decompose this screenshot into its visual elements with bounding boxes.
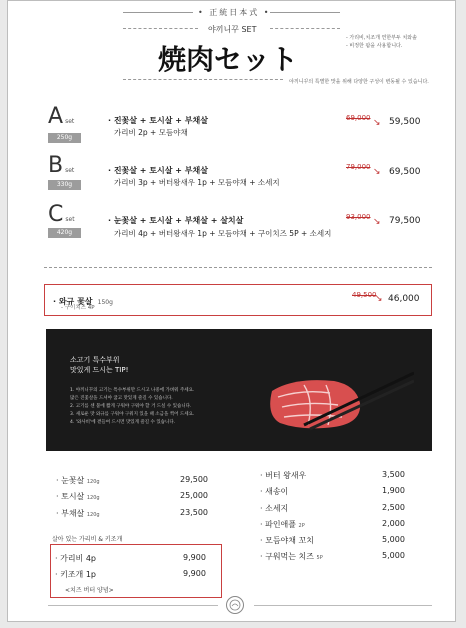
title-rule — [123, 79, 283, 80]
set-b-line2: 가리비 3p + 버터왕새우 1p + 모듬야채 + 소세지 — [114, 178, 280, 187]
page-title: 焼肉セット — [158, 43, 299, 76]
set-c-line2: 가리비 4p + 버터왕새우 1p + 모듬야채 + 구이치즈 5P + 소세지 — [114, 229, 332, 238]
wagyu-sub: - 구이치즈 4P — [61, 305, 95, 311]
menu-item-weight: 120g — [86, 479, 100, 485]
shellfish-name: · 키조개 1p — [55, 570, 96, 579]
banner-note-5: 4. '와사비'에 곁들여 드시면 맛있게 즐길 수 있습니다. — [70, 420, 176, 425]
wagyu-new-price: 46,000 — [388, 294, 420, 304]
menu-item — [56, 508, 100, 519]
menu-item-name: · 파인애플 — [260, 520, 296, 529]
menu-item-price: 2,500 — [382, 503, 405, 512]
wagyu-name: · 와규 꽃살 — [53, 297, 93, 306]
set-b-new-price: 69,500 — [389, 167, 421, 177]
set-c-line1: · 눈꽃살 + 토시살 + 부채살 + 살치살 — [108, 216, 244, 225]
menu-item-name: · 새송이 — [260, 487, 289, 496]
shellfish-title: 살아 있는 가리비 & 키조개 — [52, 536, 123, 543]
set-c-heading — [48, 202, 75, 227]
menu-item — [260, 551, 323, 562]
menu-item-price: 5,000 — [382, 551, 405, 560]
shellfish-name: · 가리비 4p — [55, 554, 96, 563]
set-b-old-price: 79,000 — [346, 163, 371, 171]
menu-item-weight: 5P — [316, 555, 323, 561]
subtitle-rule-right — [270, 28, 340, 29]
menu-item — [56, 475, 100, 486]
shellfish-box — [50, 544, 222, 598]
set-a-line1: · 진꽃살 + 토시살 + 부채살 — [108, 116, 208, 125]
wagyu-box — [44, 284, 432, 316]
banner-note-3: 2. 고기를 센 불에 짧게 구워야 구워야 할 거 드실 수 있습니다. — [70, 404, 192, 409]
menu-item-price: 23,500 — [180, 508, 208, 517]
wagyu-weight: 150g — [97, 299, 113, 306]
header-note-2: - 비정한 팜을 사용합니다. — [346, 43, 403, 49]
set-a-heading — [48, 104, 74, 129]
set-a-weight-badge: 250g — [48, 133, 81, 143]
set-word: set — [65, 167, 75, 174]
wagyu-meat-image — [264, 371, 414, 431]
menu-item-price: 5,000 — [382, 535, 405, 544]
menu-item — [56, 491, 100, 502]
price-arrow-icon: ↘ — [373, 118, 381, 128]
shellfish-price: 9,900 — [183, 553, 206, 562]
menu-item-name: · 소세지 — [260, 504, 289, 513]
menu-item-weight: 120g — [86, 495, 100, 501]
price-arrow-icon: ↘ — [375, 294, 383, 304]
menu-item-price: 2,000 — [382, 519, 405, 528]
shellfish-price: 9,900 — [183, 569, 206, 578]
set-a-old-price: 69,000 — [346, 114, 371, 122]
footer-rule-left — [48, 605, 218, 606]
set-b-heading — [48, 153, 74, 178]
section-divider — [44, 267, 432, 268]
set-subtitle: 야끼니꾸 SET — [208, 25, 257, 34]
menu-item-name: · 토시살 — [56, 492, 85, 501]
banner-title-1: 소고기 특수부위 — [70, 356, 120, 364]
banner-note-4: 3. 새로운 맛 와규를 구워야 구워지 있을 때 소금을 찍어 드세요. — [70, 412, 195, 417]
menu-item-price: 25,000 — [180, 491, 208, 500]
menu-item-name: · 부채살 — [56, 509, 85, 518]
set-word: set — [65, 118, 75, 125]
menu-item-name: · 눈꽃살 — [56, 476, 85, 485]
set-word: set — [65, 216, 75, 223]
menu-sheet — [7, 0, 456, 622]
header-rule-right — [270, 12, 340, 13]
set-c-new-price: 79,500 — [389, 216, 421, 226]
menu-item-price: 29,500 — [180, 475, 208, 484]
header-rule-left — [123, 12, 193, 13]
set-c-weight-badge: 420g — [48, 228, 81, 238]
subtitle-rule-left — [123, 28, 198, 29]
wagyu-old-price: 49,500 — [352, 291, 377, 299]
header-right-note: 야끼니꾸의 특별한 맛을 위해 다양한 구성이 변동될 수 있습니다. — [289, 79, 429, 85]
menu-item-weight: 120g — [86, 512, 100, 518]
brand-label: • 正統日本式 • — [198, 8, 271, 17]
menu-item-price: 3,500 — [382, 470, 405, 479]
set-letter: A — [48, 104, 64, 129]
menu-item-name: · 구워먹는 치즈 — [260, 552, 314, 561]
shellfish-note: <치즈 버터 양념> — [65, 587, 114, 594]
tip-banner — [46, 329, 432, 451]
menu-item — [260, 519, 305, 530]
set-letter: B — [48, 153, 64, 178]
banner-note-2: 많은 진꽃살을 드셔야 굽고 맛있게 즐길 수 있습니다. — [70, 396, 173, 401]
set-a-line2: 가리비 2p + 모듬야채 — [114, 128, 188, 137]
set-b-weight-badge: 330g — [48, 180, 81, 190]
banner-title-2: 맛있게 드시는 TIP! — [70, 366, 129, 374]
menu-item-weight: 2P — [298, 523, 305, 529]
footer-rule-right — [254, 605, 432, 606]
menu-item-name: · 버터 왕새우 — [260, 471, 307, 480]
price-arrow-icon: ↘ — [373, 217, 381, 227]
set-c-old-price: 93,000 — [346, 213, 371, 221]
price-arrow-icon: ↘ — [373, 167, 381, 177]
banner-note-1: 1. 야끼니꾸의 고기는 특수부위만 드시고 나중에 가벼워 주세요. — [70, 388, 195, 393]
set-letter: C — [48, 202, 64, 227]
set-a-new-price: 59,500 — [389, 117, 421, 127]
set-b-line1: · 진꽃살 + 토시살 + 부채살 — [108, 166, 208, 175]
header-note-1: - 가리비,치조개 연한부두 치와솔 — [346, 35, 417, 41]
menu-item-name: · 모듬야채 꼬치 — [260, 536, 314, 545]
restaurant-logo-icon — [226, 596, 244, 614]
menu-item-price: 1,900 — [382, 486, 405, 495]
